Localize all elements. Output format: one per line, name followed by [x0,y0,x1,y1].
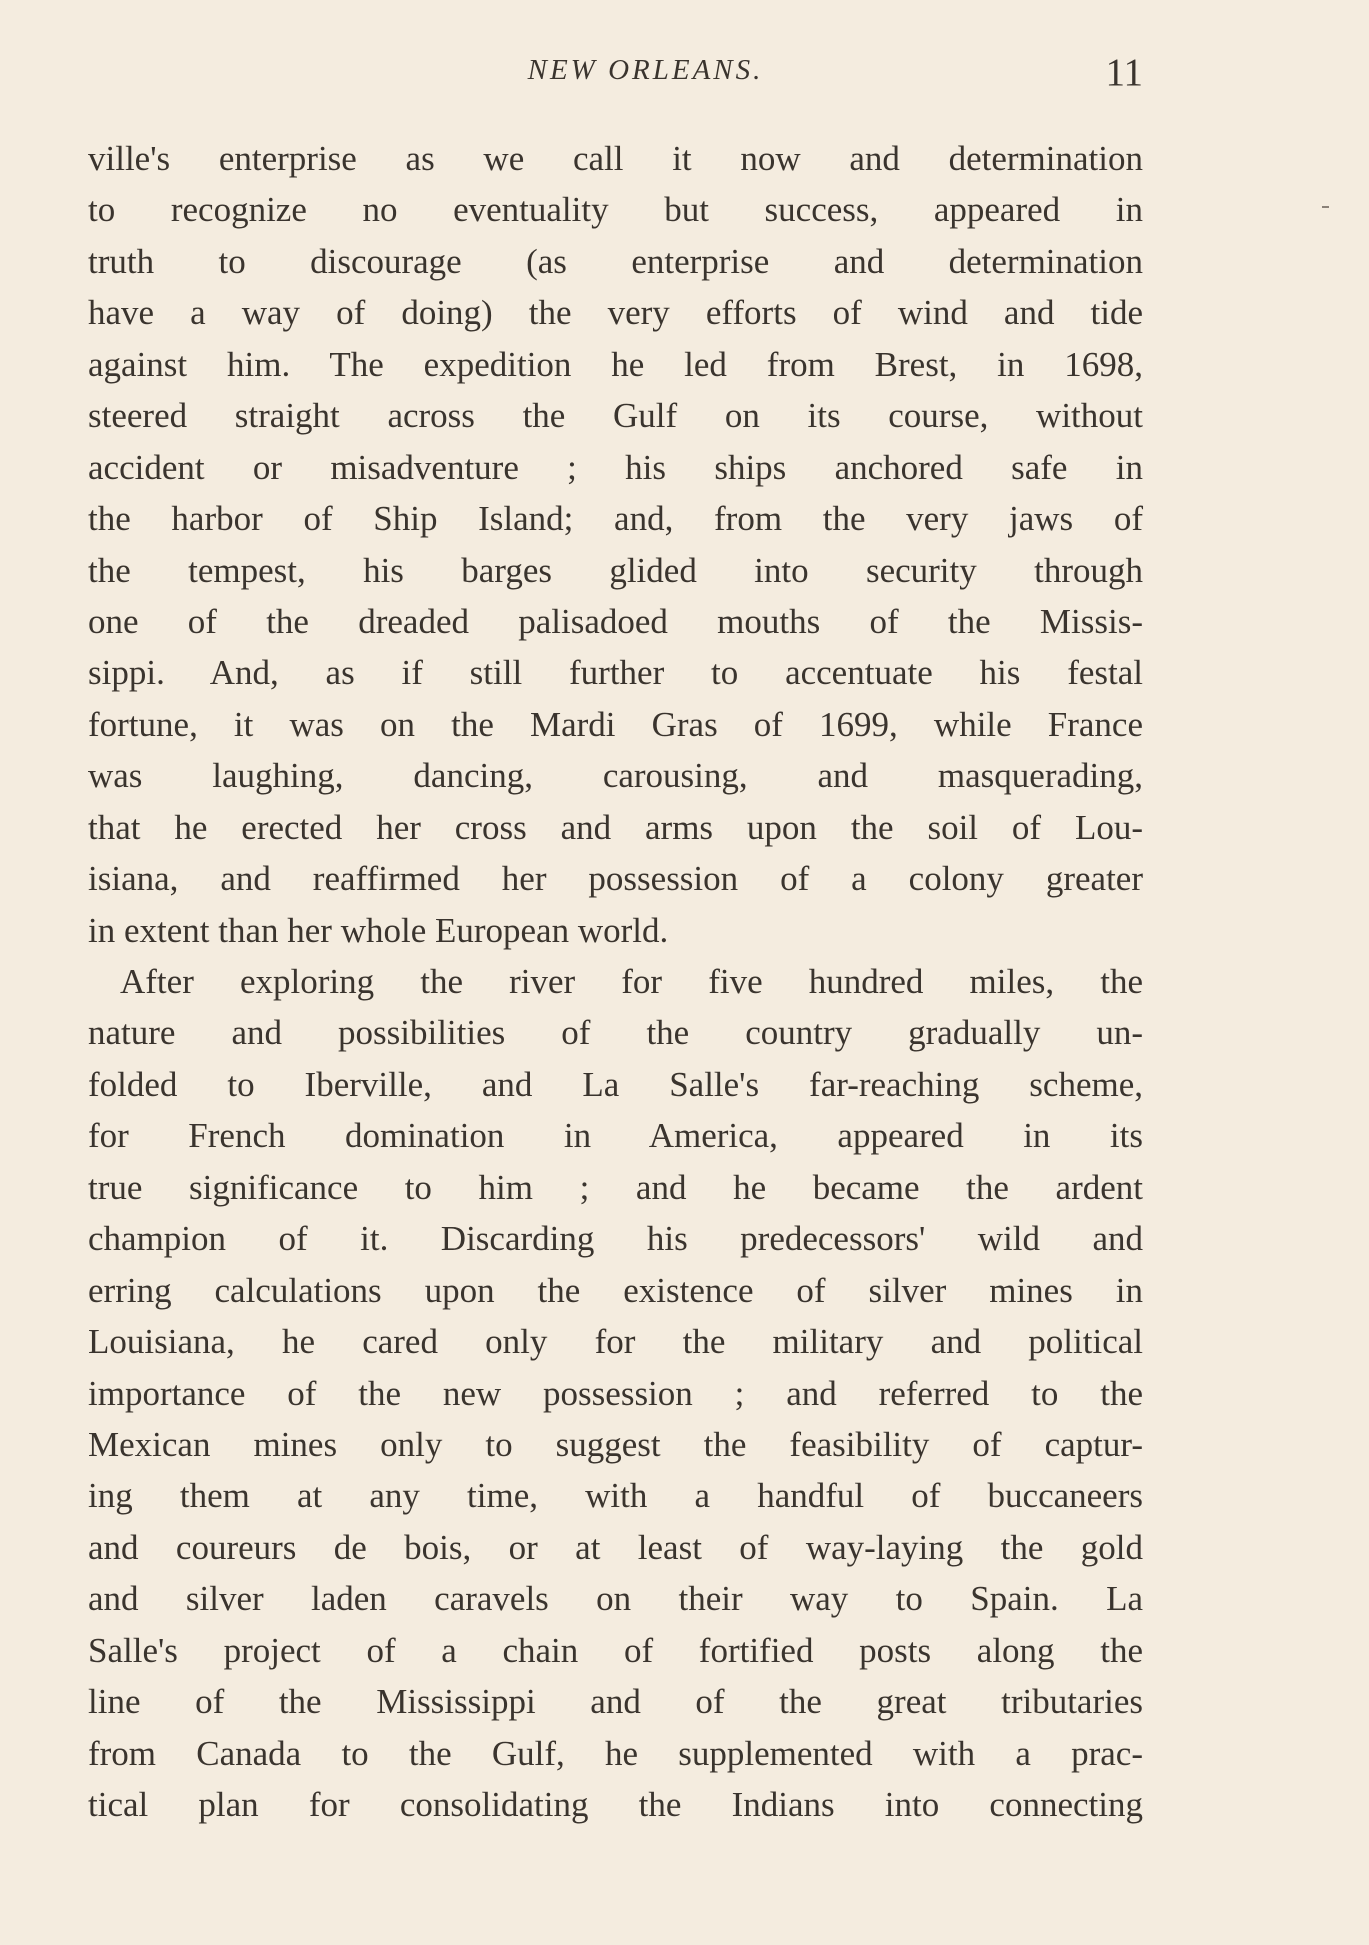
text-line: for French domination in America, appeared in its [88,1116,1143,1156]
text-line: Mexican mines only to suggest the feasibility of captur- [88,1424,1143,1464]
text-line: importance of the new possession ; and referred to the [88,1373,1143,1413]
text-line: have a way of doing) the very efforts of wind and tide [88,293,1143,333]
text-line: was laughing, dancing, carousing, and masquerading, [88,756,1143,796]
text-line: one of the dreaded palisadoed mouths of the Missis- [88,601,1143,641]
text-line: isiana, and reaffirmed her possession of a colony greater [88,859,1143,899]
text-line: the harbor of Ship Island; and, from the very jaws of [88,499,1143,539]
text-line: Salle's project of a chain of fortified posts along the [88,1630,1143,1670]
text-line: truth to discourage (as enterprise and determination [88,241,1143,281]
paragraph-2 [88,956,1143,1830]
text-line: against him. The expedition he led from Brest, in 1698, [88,344,1143,384]
text-line: tical plan for consolidating the Indians into connecting [88,1785,1143,1824]
text-line: fortune, it was on the Mardi Gras of 1699, while France [88,704,1143,744]
text-line: folded to Iberville, and La Salle's far-reaching scheme, [88,1064,1143,1104]
page-number: 11 [1105,51,1143,94]
text-line: true significance to him ; and he became the ardent [88,1167,1143,1207]
text-line: champion of it. Discarding his predecessors' wild and [88,1219,1143,1259]
paragraph-1 [88,133,1143,956]
text-line: sippi. And, as if still further to accentuate his festal [88,653,1143,693]
text-line: Louisiana, he cared only for the military and political [88,1322,1143,1362]
text-line: and silver laden caravels on their way to Spain. La [88,1579,1143,1619]
text-line: After exploring the river for five hundred miles, the [120,962,1143,1001]
text-line: line of the Mississippi and of the great tributaries [88,1682,1143,1722]
text-line: that he erected her cross and arms upon the soil of Lou- [88,807,1143,847]
body-text [88,133,1143,1830]
text-line: accident or misadventure ; his ships anchored safe in [88,447,1143,487]
text-line: ing them at any time, with a handful of buccaneers [88,1476,1143,1516]
margin-mark [1322,206,1329,208]
text-line: in extent than her whole European world. [88,910,669,950]
running-head [88,50,1143,110]
text-line: steered straight across the Gulf on its course, without [88,396,1143,436]
text-line: nature and possibilities of the country gradually un- [88,1013,1143,1053]
text-line: the tempest, his barges glided into security through [88,550,1143,590]
running-title: NEW ORLEANS. [527,54,764,86]
text-line: to recognize no eventuality but success, appeared in [88,190,1143,230]
text-line: ville's enterprise as we call it now and determination [88,139,1143,178]
text-line: and coureurs de bois, or at least of way-laying the gold [88,1527,1143,1567]
text-line: from Canada to the Gulf, he supplemented with a prac- [88,1733,1143,1773]
text-line: erring calculations upon the existence of silver mines in [88,1270,1143,1310]
